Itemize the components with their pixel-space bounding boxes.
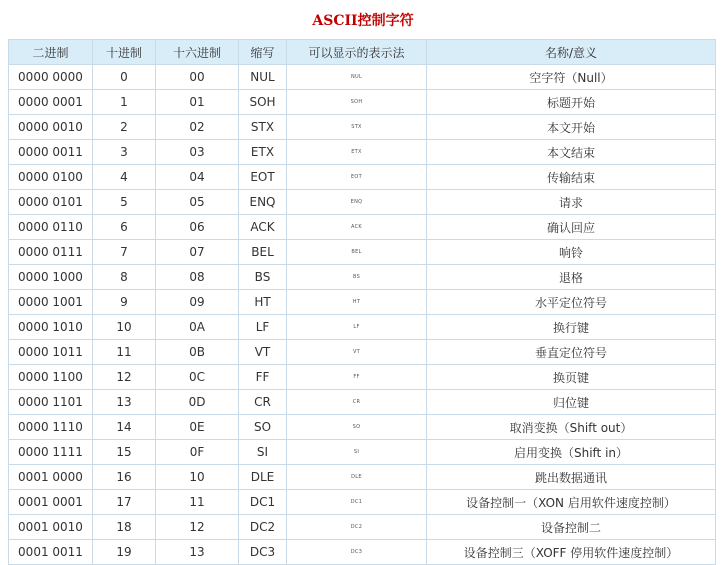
header-decimal: 十进制: [93, 40, 156, 65]
cell-meaning: 确认回应: [427, 215, 716, 240]
cell-decimal: 7: [93, 240, 156, 265]
cell-hex: 02: [156, 115, 239, 140]
table-row: [9, 215, 716, 240]
cell-binary: 0000 0010: [9, 115, 93, 140]
cell-display-symbol: HT: [287, 290, 427, 315]
cell-display-symbol: DC2: [287, 515, 427, 540]
cell-meaning: 本文开始: [427, 115, 716, 140]
cell-binary: 0000 1001: [9, 290, 93, 315]
cell-display-symbol: FF: [287, 365, 427, 390]
table-row: [9, 190, 716, 215]
cell-hex: 12: [156, 515, 239, 540]
cell-decimal: 6: [93, 215, 156, 240]
table-header: [9, 40, 716, 65]
cell-hex: 05: [156, 190, 239, 215]
cell-decimal: 9: [93, 290, 156, 315]
cell-decimal: 8: [93, 265, 156, 290]
cell-decimal: 3: [93, 140, 156, 165]
cell-decimal: 11: [93, 340, 156, 365]
cell-display-symbol: BEL: [287, 240, 427, 265]
cell-meaning: 换页键: [427, 365, 716, 390]
cell-binary: 0000 1000: [9, 265, 93, 290]
cell-hex: 00: [156, 65, 239, 90]
cell-meaning: 启用变换（Shift in）: [427, 440, 716, 465]
cell-decimal: 18: [93, 515, 156, 540]
cell-decimal: 4: [93, 165, 156, 190]
cell-abbreviation: FF: [239, 365, 287, 390]
cell-binary: 0000 1010: [9, 315, 93, 340]
cell-abbreviation: DLE: [239, 465, 287, 490]
table-row: [9, 90, 716, 115]
table-row: [9, 140, 716, 165]
cell-binary: 0000 0000: [9, 65, 93, 90]
cell-display-symbol: SOH: [287, 90, 427, 115]
cell-hex: 0F: [156, 440, 239, 465]
cell-binary: 0001 0011: [9, 540, 93, 565]
cell-hex: 03: [156, 140, 239, 165]
cell-binary: 0000 0011: [9, 140, 93, 165]
cell-binary: 0000 1111: [9, 440, 93, 465]
cell-display-symbol: EOT: [287, 165, 427, 190]
cell-decimal: 15: [93, 440, 156, 465]
cell-abbreviation: DC3: [239, 540, 287, 565]
cell-binary: 0001 0001: [9, 490, 93, 515]
cell-abbreviation: ENQ: [239, 190, 287, 215]
cell-hex: 0C: [156, 365, 239, 390]
cell-display-symbol: ETX: [287, 140, 427, 165]
cell-display-symbol: BS: [287, 265, 427, 290]
cell-hex: 11: [156, 490, 239, 515]
header-binary: 二进制: [9, 40, 93, 65]
table-row: [9, 465, 716, 490]
cell-binary: 0000 1101: [9, 390, 93, 415]
cell-binary: 0000 1100: [9, 365, 93, 390]
cell-meaning: 换行键: [427, 315, 716, 340]
table-row: [9, 340, 716, 365]
cell-binary: 0000 0100: [9, 165, 93, 190]
cell-decimal: 5: [93, 190, 156, 215]
cell-meaning: 取消变换（Shift out）: [427, 415, 716, 440]
cell-abbreviation: STX: [239, 115, 287, 140]
cell-abbreviation: SI: [239, 440, 287, 465]
cell-meaning: 设备控制二: [427, 515, 716, 540]
cell-meaning: 响铃: [427, 240, 716, 265]
cell-decimal: 16: [93, 465, 156, 490]
cell-abbreviation: EOT: [239, 165, 287, 190]
cell-abbreviation: CR: [239, 390, 287, 415]
cell-hex: 0A: [156, 315, 239, 340]
cell-binary: 0000 0001: [9, 90, 93, 115]
table-row: [9, 515, 716, 540]
cell-display-symbol: CR: [287, 390, 427, 415]
cell-decimal: 10: [93, 315, 156, 340]
cell-decimal: 0: [93, 65, 156, 90]
cell-abbreviation: DC1: [239, 490, 287, 515]
table-row: [9, 365, 716, 390]
cell-meaning: 设备控制一（XON 启用软件速度控制）: [427, 490, 716, 515]
cell-hex: 04: [156, 165, 239, 190]
cell-binary: 0001 0000: [9, 465, 93, 490]
cell-display-symbol: NUL: [287, 65, 427, 90]
cell-abbreviation: NUL: [239, 65, 287, 90]
cell-meaning: 设备控制三（XOFF 停用软件速度控制）: [427, 540, 716, 565]
cell-meaning: 跳出数据通讯: [427, 465, 716, 490]
cell-abbreviation: LF: [239, 315, 287, 340]
cell-binary: 0001 0010: [9, 515, 93, 540]
cell-binary: 0000 0101: [9, 190, 93, 215]
cell-binary: 0000 1011: [9, 340, 93, 365]
table-row: [9, 65, 716, 90]
header-abbreviation: 缩写: [239, 40, 287, 65]
cell-abbreviation: BS: [239, 265, 287, 290]
cell-meaning: 标题开始: [427, 90, 716, 115]
table-row: [9, 290, 716, 315]
cell-decimal: 14: [93, 415, 156, 440]
table-row: [9, 440, 716, 465]
cell-meaning: 本文结束: [427, 140, 716, 165]
table-row: [9, 240, 716, 265]
cell-display-symbol: DC1: [287, 490, 427, 515]
cell-display-symbol: VT: [287, 340, 427, 365]
cell-display-symbol: DLE: [287, 465, 427, 490]
cell-decimal: 17: [93, 490, 156, 515]
table-row: [9, 540, 716, 565]
cell-abbreviation: ETX: [239, 140, 287, 165]
table-row: [9, 265, 716, 290]
header-meaning: 名称/意义: [427, 40, 716, 65]
cell-hex: 0E: [156, 415, 239, 440]
header-hex: 十六进制: [156, 40, 239, 65]
cell-display-symbol: LF: [287, 315, 427, 340]
cell-abbreviation: VT: [239, 340, 287, 365]
cell-hex: 08: [156, 265, 239, 290]
cell-meaning: 垂直定位符号: [427, 340, 716, 365]
table-row: [9, 115, 716, 140]
table-row: [9, 165, 716, 190]
cell-display-symbol: SO: [287, 415, 427, 440]
cell-display-symbol: ENQ: [287, 190, 427, 215]
table-row: [9, 390, 716, 415]
header-display-symbol: 可以显示的表示法: [287, 40, 427, 65]
cell-meaning: 请求: [427, 190, 716, 215]
cell-meaning: 传输结束: [427, 165, 716, 190]
cell-display-symbol: STX: [287, 115, 427, 140]
cell-decimal: 1: [93, 90, 156, 115]
cell-hex: 0B: [156, 340, 239, 365]
cell-binary: 0000 0111: [9, 240, 93, 265]
cell-display-symbol: ACK: [287, 215, 427, 240]
cell-decimal: 12: [93, 365, 156, 390]
cell-abbreviation: HT: [239, 290, 287, 315]
cell-abbreviation: DC2: [239, 515, 287, 540]
cell-hex: 07: [156, 240, 239, 265]
cell-decimal: 2: [93, 115, 156, 140]
cell-abbreviation: BEL: [239, 240, 287, 265]
cell-abbreviation: SO: [239, 415, 287, 440]
cell-decimal: 19: [93, 540, 156, 565]
ascii-control-table: [8, 39, 716, 565]
cell-abbreviation: SOH: [239, 90, 287, 115]
cell-meaning: 归位键: [427, 390, 716, 415]
cell-display-symbol: SI: [287, 440, 427, 465]
cell-hex: 06: [156, 215, 239, 240]
cell-meaning: 空字符（Null）: [427, 65, 716, 90]
table-body: [9, 65, 716, 565]
cell-hex: 01: [156, 90, 239, 115]
page-title: ASCII控制字符: [312, 13, 414, 29]
cell-abbreviation: ACK: [239, 215, 287, 240]
cell-hex: 13: [156, 540, 239, 565]
table-row: [9, 490, 716, 515]
header-row: [9, 40, 716, 65]
cell-decimal: 13: [93, 390, 156, 415]
cell-hex: 0D: [156, 390, 239, 415]
cell-meaning: 退格: [427, 265, 716, 290]
cell-binary: 0000 1110: [9, 415, 93, 440]
cell-display-symbol: DC3: [287, 540, 427, 565]
cell-hex: 10: [156, 465, 239, 490]
cell-meaning: 水平定位符号: [427, 290, 716, 315]
table-row: [9, 415, 716, 440]
table-row: [9, 315, 716, 340]
cell-binary: 0000 0110: [9, 215, 93, 240]
cell-hex: 09: [156, 290, 239, 315]
